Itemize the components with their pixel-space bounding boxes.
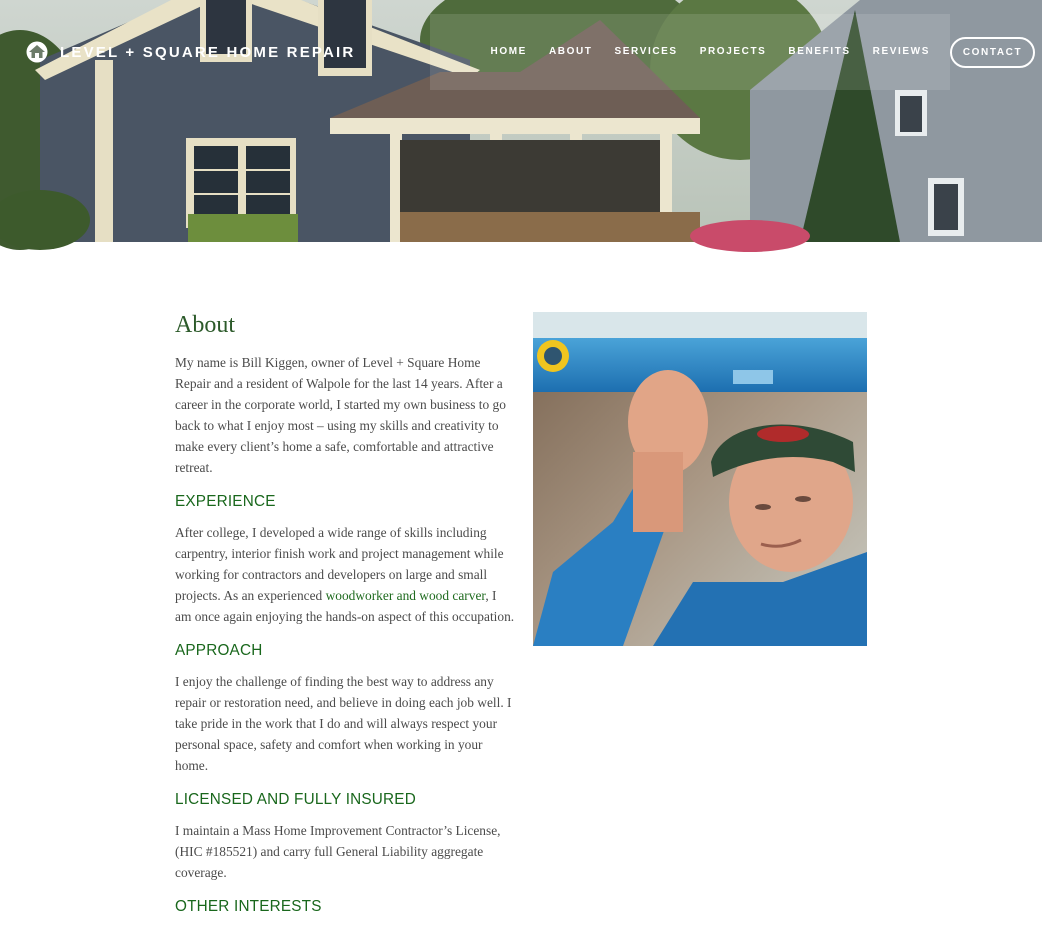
nav-home[interactable]: HOME [490, 46, 527, 57]
house-logo-icon [26, 41, 48, 63]
owner-photo [533, 312, 867, 646]
main-navigation [491, 46, 930, 57]
experience-heading: EXPERIENCE [175, 493, 276, 510]
about-content [175, 310, 515, 927]
nav-projects[interactable]: PROJECTS [699, 46, 767, 57]
licensed-paragraph: I maintain a Mass Home Improvement Contractor’s License, (HIC #185521) and carry full General Liability aggregate coverage. [175, 823, 501, 880]
brand-logo[interactable] [26, 40, 355, 64]
intro-paragraph: My name is Bill Kiggen, owner of Level + Square Home Repair and a resident of Walpole for the last 14 years. After a career in the corporate world, I started my own business to go back to what I enjoy most – using my skills and creativity to make every client’s home a safe, comfortable and attractive retreat. [175, 355, 506, 475]
woodworker-link[interactable]: woodworker and wood carver [325, 588, 486, 603]
experience-paragraph [175, 522, 515, 627]
hero-banner [0, 0, 1042, 242]
approach-heading: APPROACH [175, 642, 263, 659]
experience-text-end: , I am once again enjoying the hands-on aspect of this occupation. [175, 588, 515, 624]
contact-button[interactable]: CONTACT [950, 37, 1035, 68]
page-title: About [175, 312, 235, 338]
hero-house-image [0, 0, 1042, 242]
nav-benefits[interactable]: BENEFITS [788, 46, 851, 57]
licensed-heading: LICENSED AND FULLY INSURED [175, 791, 416, 808]
nav-about[interactable]: ABOUT [548, 46, 593, 57]
nav-services[interactable]: SERVICES [614, 46, 678, 57]
nav-reviews[interactable]: REVIEWS [872, 46, 930, 57]
brand-name: LEVEL + SQUARE HOME REPAIR [60, 43, 356, 61]
other-interests-heading: OTHER INTERESTS [175, 898, 322, 915]
experience-text-start: After college, I developed a wide range of skills including carpentry, interior finish work and project management while working for contractors and developers on large and small projects. As an experienced [175, 525, 504, 603]
owner-portrait [533, 312, 867, 646]
approach-paragraph: I enjoy the challenge of finding the best way to address any repair or restoration need, and believe in doing each job well. I take pride in the work that I do and will always respect your personal space, safety and comfort when working in your home. [175, 674, 512, 773]
